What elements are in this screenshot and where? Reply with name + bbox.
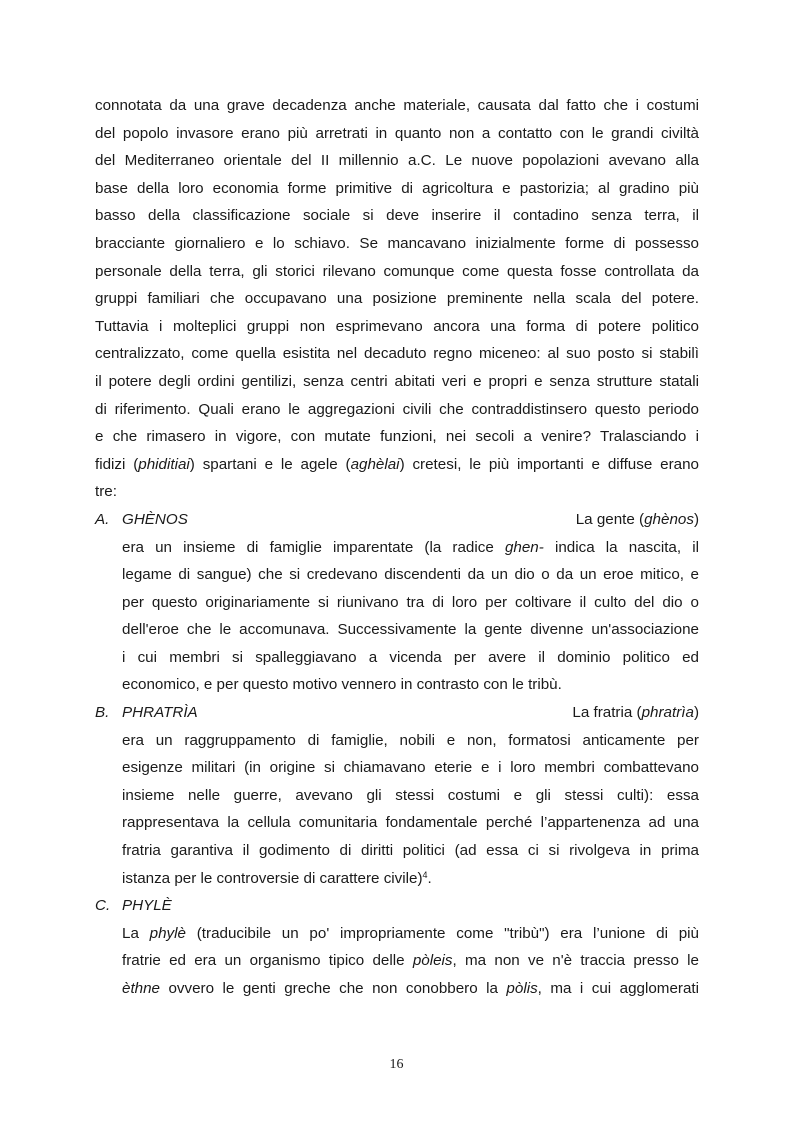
section-body-phratria bbox=[95, 727, 699, 893]
text-line: del Mediterraneo orientale del II millennio a.C. Le nuove popolazioni avevano alla bbox=[95, 152, 699, 170]
text-line: il potere degli ordini gentilizi, senza centri abitati veri e propri e senza strutture statali bbox=[95, 372, 699, 390]
text-line: La phylè (traducibile un po' impropriamente come "tribù") era l’unione di più bbox=[122, 924, 699, 942]
text-line: era un raggruppamento di famiglie, nobili e non, formatosi anticamente per bbox=[122, 731, 699, 749]
text-line: dell'eroe che le accomunava. Successivamente la gente divenne un'associazione bbox=[122, 621, 699, 639]
section-body-phyle bbox=[95, 920, 699, 1003]
section-heading-ghenos: A. GHÈNOS La gente (ghènos) bbox=[95, 510, 699, 528]
text-line: connotata da una grave decadenza anche materiale, causata dal fatto che i costumi bbox=[95, 97, 699, 114]
text-line: legame di sangue) che si credevano discendenti da un dio o da un eroe mitico, e bbox=[122, 566, 699, 584]
text-line: fratria garantiva il godimento di diritti politici (ad essa ci si rivolgeva in prima bbox=[122, 842, 699, 860]
text-line: basso della classificazione sociale si deve inserire il contadino senza terra, il bbox=[95, 207, 699, 225]
text-line: Tuttavia i molteplici gruppi non esprimevano ancora una forma di potere politico bbox=[95, 317, 699, 335]
section-body-ghenos bbox=[95, 534, 699, 700]
text-line: personale della terra, gli storici rilevano comunque come questa fosse controllata da bbox=[95, 262, 699, 280]
text-line: istanza per le controversie di carattere civile)$^4$. bbox=[122, 869, 432, 887]
section-heading-phyle: C. PHYLÈ bbox=[95, 897, 172, 915]
text-line: per questo originariamente si riunivano tra di loro per coltivare il culto del dio o bbox=[122, 593, 699, 611]
text-line: tre: bbox=[95, 483, 117, 501]
text-line: centralizzato, come quella esistita nel decaduto regno miceneo: al suo posto si stabilì bbox=[95, 345, 699, 363]
text-line: bracciante giornaliero e lo schiavo. Se mancavano inizialmente forme di possesso bbox=[95, 234, 699, 252]
text-line: e che rimasero in vigore, con mutate funzioni, nei secoli a venire? Tralasciando i bbox=[95, 428, 699, 446]
section-heading-phratria: B. PHRATRÌA La fratria (phratrìa) bbox=[95, 704, 699, 722]
text-line: rappresentava la cellula comunitaria fondamentale perché l’appartenenza ad una bbox=[122, 814, 699, 832]
footnote-reference: 4 bbox=[422, 869, 428, 880]
text-line: èthne ovvero le genti greche che non conobbero la pòlis, ma i cui agglomerati bbox=[122, 980, 699, 997]
text-line: di riferimento. Quali erano le aggregazioni civili che contraddistinsero questo periodo bbox=[95, 400, 699, 418]
text-line: fratrie ed era un organismo tipico delle pòleis, ma non ve n'è traccia presso le bbox=[122, 952, 699, 970]
text-line: gruppi familiari che occupavano una posizione preminente nella scala del potere. bbox=[95, 290, 699, 308]
body-text bbox=[95, 92, 699, 1003]
text-line: esigenze militari (in origine si chiamavano eterie e i loro membri combattevano bbox=[122, 759, 699, 777]
text-line: del popolo invasore erano più arretrati in quanto non a contatto con le grandi civiltà bbox=[95, 124, 699, 142]
text-line: base della loro economia forme primitive di agricoltura e pastorizia; al gradino più bbox=[95, 179, 699, 197]
text-line: insieme nelle guerre, avevano gli stessi costumi e gli stessi culti): essa bbox=[122, 786, 699, 804]
text-line: i cui membri si spalleggiavano a vicenda per avere il dominio politico ed bbox=[122, 648, 699, 666]
text-line: fidizi (phiditiai) spartani e le agele (aghèlai) cretesi, le più importanti e diffuse erano bbox=[95, 455, 699, 473]
text-line: era un insieme di famiglie imparentate (la radice ghen- indica la nascita, il bbox=[122, 538, 699, 556]
text-line: economico, e per questo motivo vennero in contrasto con le tribù. bbox=[122, 676, 562, 694]
page-number: 16 bbox=[389, 1057, 404, 1072]
